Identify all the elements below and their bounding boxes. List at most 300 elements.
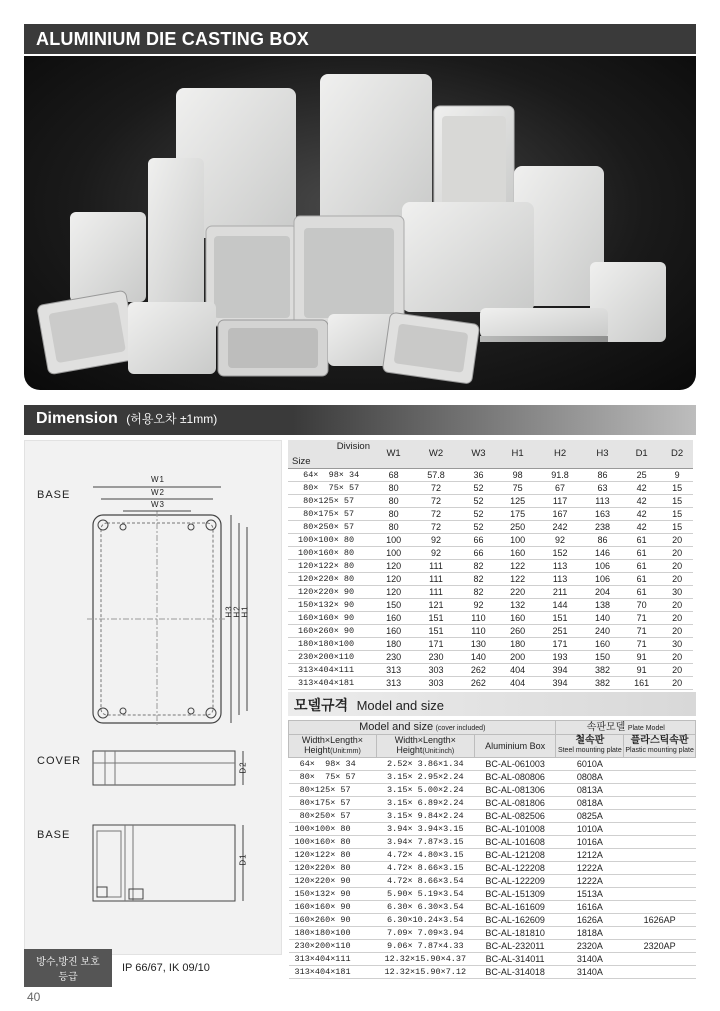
model-table [288,720,696,979]
mm-col-header [289,735,377,758]
mm-col-line2: Height [304,745,331,755]
box-cell: BC-AL-314011 [474,953,556,966]
dimension-cell: 30 [661,585,693,598]
col-header: W3 [459,440,498,468]
dimension-cell: 163 [583,507,622,520]
table-row [289,888,696,901]
table-row [289,901,696,914]
plastic-cell: 2320AP [624,940,696,953]
table-row [288,520,693,533]
dimension-cell: 382 [583,676,622,689]
inch-cell: 3.15× 5.00×2.24 [376,784,474,797]
dimension-cell: 230 [374,650,413,663]
dimension-cell: 250 [498,520,537,533]
product-photo-illustration [24,56,696,390]
dimension-cell: 140 [459,650,498,663]
mm-cell: 230×200×110 [289,940,377,953]
division-header-label: Division [336,441,370,452]
dimension-cell: 138 [583,598,622,611]
dimension-cell: 200 [498,650,537,663]
dimension-cell: 61 [622,546,661,559]
dimension-cell: 20 [661,559,693,572]
d1-label: D1 [238,853,248,866]
steel-col-en: Steel mounting plate [557,747,622,754]
dimension-cell: 92 [537,533,583,546]
group1-note: (cover included) [435,724,486,732]
size-cell: 80×250× 57 [288,520,374,533]
inch-cell: 2.52× 3.86×1.34 [376,758,474,771]
box-cell: BC-AL-122209 [474,875,556,888]
dimension-cell: 25 [622,468,661,481]
dimension-cell: 20 [661,533,693,546]
table-row [288,494,693,507]
col-header: D2 [661,440,693,468]
base-side-label: BASE [37,829,71,841]
size-cell: 230×200×110 [288,650,374,663]
dimension-cell: 67 [537,481,583,494]
mm-cell: 160×160× 90 [289,901,377,914]
technical-drawing [24,440,282,955]
size-cell: 120×220× 90 [288,585,374,598]
table-row [289,875,696,888]
steel-cell: 1212A [556,849,624,862]
table-row [288,598,693,611]
plastic-cell [624,784,696,797]
dimension-cell: 404 [498,676,537,689]
dimension-cell: 15 [661,520,693,533]
box-cell: BC-AL-080806 [474,771,556,784]
col-header: W2 [413,440,459,468]
inch-cell: 3.15× 2.95×2.24 [376,771,474,784]
w2-label: W2 [151,488,165,497]
dimension-cell: 42 [622,507,661,520]
dimension-label: Dimension [36,410,118,427]
dimension-cell: 92 [459,598,498,611]
dimension-cell: 91 [622,650,661,663]
table-row [288,572,693,585]
table-row [288,533,693,546]
dimension-cell: 106 [583,572,622,585]
dimension-cell: 15 [661,481,693,494]
steel-cell: 0825A [556,810,624,823]
product-photo [24,56,696,390]
dimension-table-header [288,440,693,468]
dimension-cell: 86 [583,533,622,546]
box-cell: BC-AL-162609 [474,914,556,927]
model-size-group-header [289,721,556,735]
model-size-header [288,692,696,716]
box-cell: BC-AL-151309 [474,888,556,901]
dimension-cell: 100 [498,533,537,546]
size-cell: 120×220× 80 [288,572,374,585]
h3-label: H3 [224,605,234,618]
group2-en: Plate Model [627,724,665,732]
inch-cell: 4.72× 4.80×3.15 [376,849,474,862]
dimension-cell: 151 [537,611,583,624]
dimension-cell: 121 [413,598,459,611]
box-cell: BC-AL-181810 [474,927,556,940]
dimension-cell: 260 [498,624,537,637]
h2-label: H2 [232,605,242,618]
plastic-cell [624,771,696,784]
model-size-ko: 모델규격 [294,697,349,713]
mm-cell: 80×175× 57 [289,797,377,810]
dimension-cell: 404 [498,663,537,676]
dimension-cell: 36 [459,468,498,481]
group1-label: Model and size [359,720,434,733]
inch-cell: 6.30× 6.30×3.54 [376,901,474,914]
col-header: W1 [374,440,413,468]
box-cell: BC-AL-232011 [474,940,556,953]
dimension-cell: 262 [459,676,498,689]
dimension-cell: 106 [583,559,622,572]
dimension-cell: 15 [661,494,693,507]
table-row [288,650,693,663]
dimension-cell: 71 [622,624,661,637]
dimension-cell: 152 [537,546,583,559]
dimension-cell: 160 [374,611,413,624]
dimension-cell: 110 [459,611,498,624]
table-row [289,797,696,810]
dimension-cell: 82 [459,559,498,572]
plastic-cell [624,901,696,914]
dimension-cell: 72 [413,481,459,494]
dimension-cell: 146 [583,546,622,559]
size-header-label: Size [292,455,311,467]
dimension-cell: 75 [498,481,537,494]
dimension-cell: 130 [459,637,498,650]
dimension-cell: 57.8 [413,468,459,481]
dimension-cell: 82 [459,585,498,598]
box-cell: BC-AL-314018 [474,966,556,979]
plastic-cell: 1626AP [624,914,696,927]
dimension-cell: 150 [583,650,622,663]
inch-cell: 9.06× 7.87×4.33 [376,940,474,953]
dimension-cell: 161 [622,676,661,689]
dimension-cell: 61 [622,572,661,585]
dimension-cell: 91.8 [537,468,583,481]
dimension-cell: 122 [498,559,537,572]
inch-col-line2: Height [396,745,423,755]
box-cell: BC-AL-101608 [474,836,556,849]
plate-model-group-header [556,721,696,735]
dimension-cell: 20 [661,546,693,559]
steel-cell: 1222A [556,862,624,875]
col-header: H1 [498,440,537,468]
table-row [289,758,696,771]
dimension-cell: 204 [583,585,622,598]
dimension-cell: 66 [459,546,498,559]
dimension-cell: 220 [498,585,537,598]
dimension-cell: 175 [498,507,537,520]
dimension-cell: 52 [459,520,498,533]
dimension-cell: 15 [661,507,693,520]
dimension-cell: 42 [622,481,661,494]
table-row [288,585,693,598]
dimension-cell: 171 [413,637,459,650]
inch-cell: 12.32×15.90×4.37 [376,953,474,966]
dimension-cell: 122 [498,572,537,585]
table-row [288,468,693,481]
dimension-cell: 113 [537,559,583,572]
dimension-cell: 68 [374,468,413,481]
dimension-cell: 100 [374,546,413,559]
steel-cell: 0818A [556,797,624,810]
mm-cell: 180×180×100 [289,927,377,940]
dimension-cell: 20 [661,663,693,676]
mm-col-unit: (Unit:mm) [330,748,361,755]
model-table-group-header [289,721,696,735]
plastic-cell [624,810,696,823]
mm-cell: 100×100× 80 [289,823,377,836]
model-table-col-header [289,735,696,758]
inch-col-unit: (Unit:inch) [422,748,455,755]
inch-cell: 5.90× 5.19×3.54 [376,888,474,901]
size-cell: 80× 75× 57 [288,481,374,494]
table-row [289,940,696,953]
mm-cell: 160×260× 90 [289,914,377,927]
dimension-cell: 382 [583,663,622,676]
size-cell: 313×404×111 [288,663,374,676]
dimension-cell: 140 [583,611,622,624]
box-cell: BC-AL-121208 [474,849,556,862]
inch-col-line1: Width×Length× [394,735,456,745]
mm-cell: 313×404×111 [289,953,377,966]
dimension-cell: 120 [374,559,413,572]
d2-label: D2 [238,761,248,774]
dimension-cell: 394 [537,676,583,689]
mm-cell: 80×250× 57 [289,810,377,823]
dimension-cell: 9 [661,468,693,481]
mm-cell: 64× 98× 34 [289,758,377,771]
dimension-cell: 72 [413,507,459,520]
box-cell: BC-AL-082506 [474,810,556,823]
dimension-cell: 100 [374,533,413,546]
plastic-cell [624,875,696,888]
size-cell: 80×125× 57 [288,494,374,507]
dimension-cell: 113 [537,572,583,585]
steel-cell: 2320A [556,940,624,953]
dimension-cell: 82 [459,572,498,585]
plastic-cell [624,849,696,862]
dimension-cell: 262 [459,663,498,676]
dimension-cell: 113 [583,494,622,507]
table-row [289,810,696,823]
dimension-cell: 52 [459,507,498,520]
table-row [288,611,693,624]
size-cell: 180×180×100 [288,637,374,650]
dimension-cell: 52 [459,481,498,494]
w3-label: W3 [151,500,165,509]
dimension-cell: 111 [413,585,459,598]
table-row [289,823,696,836]
inch-cell: 12.32×15.90×7.12 [376,966,474,979]
dimension-cell: 98 [498,468,537,481]
dimension-cell: 20 [661,650,693,663]
dimension-cell: 111 [413,559,459,572]
dimension-cell: 86 [583,468,622,481]
steel-cell: 1222A [556,875,624,888]
dimension-cell: 303 [413,663,459,676]
box-cell: BC-AL-081306 [474,784,556,797]
inch-col-header [376,735,474,758]
dimension-cell: 20 [661,624,693,637]
dimension-cell: 91 [622,663,661,676]
size-cell: 160×260× 90 [288,624,374,637]
steel-col-header [556,735,624,758]
inch-cell: 3.94× 7.87×3.15 [376,836,474,849]
table-row [288,624,693,637]
dimension-cell: 20 [661,572,693,585]
size-cell: 313×404×181 [288,676,374,689]
dimension-cell: 80 [374,507,413,520]
inch-cell: 4.72× 8.66×3.54 [376,875,474,888]
table-row [288,481,693,494]
box-cell: BC-AL-081806 [474,797,556,810]
table-row [288,546,693,559]
dimension-cell: 120 [374,585,413,598]
dimension-cell: 211 [537,585,583,598]
dimension-cell: 42 [622,520,661,533]
mm-cell: 80× 75× 57 [289,771,377,784]
plastic-cell [624,927,696,940]
mm-cell: 120×220× 90 [289,875,377,888]
dimension-cell: 193 [537,650,583,663]
dimension-cell: 251 [537,624,583,637]
dimension-cell: 61 [622,585,661,598]
steel-cell: 1016A [556,836,624,849]
dimension-cell: 120 [374,572,413,585]
mm-cell: 120×122× 80 [289,849,377,862]
size-cell: 64× 98× 34 [288,468,374,481]
dimension-cell: 72 [413,520,459,533]
dimension-cell: 313 [374,676,413,689]
mm-col-line1: Width×Length× [301,735,363,745]
table-row [289,927,696,940]
dimension-cell: 70 [622,598,661,611]
dimension-cell: 80 [374,481,413,494]
dimension-cell: 144 [537,598,583,611]
plastic-cell [624,888,696,901]
plastic-cell [624,862,696,875]
dimension-cell: 30 [661,637,693,650]
mm-cell: 80×125× 57 [289,784,377,797]
mm-cell: 100×160× 80 [289,836,377,849]
dimension-cell: 151 [413,624,459,637]
steel-cell: 1818A [556,927,624,940]
box-cell: BC-AL-122208 [474,862,556,875]
drawing-svg [25,441,283,956]
table-row [289,849,696,862]
steel-cell: 0808A [556,771,624,784]
group2-label: 속판모델 [586,721,626,733]
dimension-cell: 71 [622,637,661,650]
table-row [289,784,696,797]
dimension-cell: 394 [537,663,583,676]
size-cell: 100×160× 80 [288,546,374,559]
inch-cell: 6.30×10.24×3.54 [376,914,474,927]
size-cell: 120×122× 80 [288,559,374,572]
dimension-cell: 151 [413,611,459,624]
dimension-cell: 125 [498,494,537,507]
box-cell: BC-AL-161609 [474,901,556,914]
dimension-cell: 180 [374,637,413,650]
steel-cell: 1010A [556,823,624,836]
dimension-cell: 42 [622,494,661,507]
table-row [288,559,693,572]
dimension-cell: 20 [661,676,693,689]
dimension-cell: 20 [661,611,693,624]
col-header: D1 [622,440,661,468]
dimension-cell: 160 [498,611,537,624]
dimension-cell: 71 [622,611,661,624]
base-label: BASE [37,489,71,501]
dimension-cell: 92 [413,546,459,559]
w1-label: W1 [151,475,165,484]
dimension-cell: 110 [459,624,498,637]
table-row [289,771,696,784]
protection-rating [24,957,696,983]
table-row [289,836,696,849]
plastic-cell [624,758,696,771]
dimension-cell: 117 [537,494,583,507]
dimension-cell: 80 [374,520,413,533]
mm-cell: 120×220× 80 [289,862,377,875]
dimension-cell: 238 [583,520,622,533]
inch-cell: 3.15× 9.84×2.24 [376,810,474,823]
dimension-table-body [288,468,693,689]
dimension-cell: 150 [374,598,413,611]
inch-cell: 3.15× 6.89×2.24 [376,797,474,810]
dimension-cell: 313 [374,663,413,676]
mm-cell: 313×404×181 [289,966,377,979]
plastic-col-header [624,735,696,758]
inch-cell: 3.94× 3.94×3.15 [376,823,474,836]
page-title: ALUMINIUM DIE CASTING BOX [24,24,696,54]
table-row [289,914,696,927]
steel-cell: 3140A [556,966,624,979]
dimension-cell: 160 [583,637,622,650]
plastic-cell [624,836,696,849]
steel-cell: 0813A [556,784,624,797]
dimension-cell: 111 [413,572,459,585]
steel-cell: 1626A [556,914,624,927]
plastic-cell [624,797,696,810]
dimension-cell: 20 [661,598,693,611]
steel-cell: 1513A [556,888,624,901]
h1-label: H1 [240,605,250,618]
dimension-cell: 61 [622,559,661,572]
inch-cell: 7.09× 7.09×3.94 [376,927,474,940]
dimension-cell: 160 [374,624,413,637]
model-table-body [289,758,696,979]
dimension-cell: 72 [413,494,459,507]
dimension-cell: 303 [413,676,459,689]
table-row [289,862,696,875]
dimension-cell: 63 [583,481,622,494]
box-cell: BC-AL-061003 [474,758,556,771]
rating-value: IP 66/67, IK 09/10 [122,962,210,974]
table-row [288,663,693,676]
dimension-tolerance: (허용오차 ±1mm) [126,412,218,426]
dimension-cell: 171 [537,637,583,650]
cover-label: COVER [37,755,82,767]
dimension-cell: 242 [537,520,583,533]
size-cell: 160×160× 90 [288,611,374,624]
dimension-cell: 180 [498,637,537,650]
steel-cell: 6010A [556,758,624,771]
dimension-cell: 230 [413,650,459,663]
